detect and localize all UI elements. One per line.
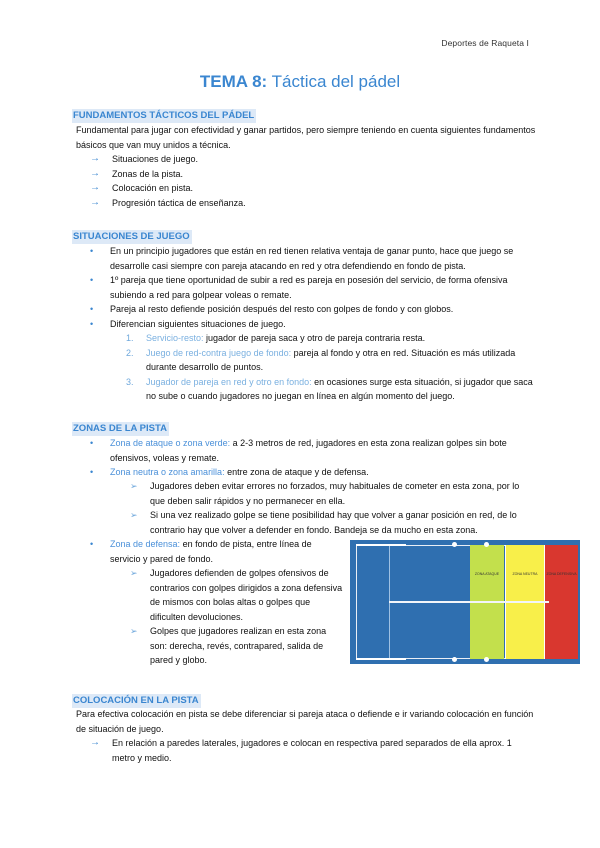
list-item: 1. Servicio-resto: jugador de pareja saca y otro de pareja contraria resta. [126, 333, 426, 343]
padel-court-diagram [350, 540, 580, 664]
zonas-list [90, 436, 530, 480]
sub-arrow-icon: ➢ [130, 481, 138, 491]
title-prefix: TEMA 8: [199, 72, 268, 91]
court-marking [356, 544, 406, 546]
arrow-icon: → [90, 182, 100, 193]
fundamentos-list [90, 152, 530, 210]
list-item: • 1º pareja que tiene oportunidad de subir a red es pareja en posesión del servicio, de forma ofensiva subiendo a red para golpear voleas o remate. [90, 275, 508, 300]
section-heading-fundamentos: FUNDAMENTOS TÁCTICOS DEL PÁDEL [73, 110, 255, 121]
section-heading-zonas: ZONAS DE LA PISTA [73, 423, 167, 434]
bullet-icon: • [90, 438, 94, 448]
arrow-icon: → [90, 167, 100, 179]
sub-arrow-icon: ➢ [130, 568, 138, 578]
list-item: ➢ Golpes que jugadores realizan en esta zona son: derecha, revés, contrapared, salida de pared y globo. [130, 626, 327, 665]
bullet-icon: • [90, 467, 94, 477]
list-item: → Progresión táctica de enseñanza. [90, 196, 530, 211]
list-item: • Diferencian siguientes situaciones de juego. [90, 317, 530, 332]
arrow-icon: → [90, 196, 100, 208]
list-item: • Zona neutra o zona amarilla: entre zona de ataque y de defensa. [90, 465, 530, 480]
zone-attack: ZONA ATAQUE [470, 545, 504, 659]
list-item: • En un principio jugadores que están en red tienen relativa ventaja de ganar punto, hace que juego se desarrolle casi siempre con pareja atacando en red y otra defendiendo en fondo de pista. [90, 246, 514, 271]
center-line [389, 601, 549, 603]
list-item: • Zona de defensa: en fondo de pista, entre línea de servicio y pared de fondo. [90, 539, 312, 564]
zone-defense: ZONA DEFENSIVA [545, 545, 578, 659]
zona-defensa-list [90, 537, 340, 566]
bullet-icon: • [90, 539, 94, 549]
sub-arrow-icon: ➢ [130, 510, 138, 520]
zona-neutra-sublist [130, 479, 530, 537]
list-item: • Zona de ataque o zona verde: a 2-3 metros de red, jugadores en esta zona realizan golpes sin bote ofensivos, voleas y remate. [90, 438, 507, 463]
sub-arrow-icon: ➢ [130, 626, 138, 636]
arrow-icon: → [90, 153, 100, 164]
list-item: → En relación a paredes laterales, jugadores e colocan en respectiva pared separados de ella aprox. 1 metro y medio. [90, 737, 512, 763]
bullet-icon: • [90, 318, 94, 329]
colocacion-list [90, 736, 530, 765]
document-header: Deportes de Raqueta I [441, 38, 529, 48]
section-heading-colocacion: COLOCACIÓN EN LA PISTA [73, 695, 199, 706]
court-marking [356, 658, 406, 660]
situaciones-list [90, 244, 530, 331]
list-item: • Pareja al resto defiende posición después del resto con golpes de fondo y con globos. [90, 302, 530, 317]
list-item: → Situaciones de juego. [90, 152, 530, 167]
list-item: → Zonas de la pista. [90, 167, 530, 182]
page-title [0, 72, 600, 92]
arrow-icon: → [90, 737, 100, 748]
net-post-icon [484, 542, 489, 547]
zone-neutral: ZONA NEUTRA [505, 545, 545, 659]
list-item: ➢ Jugadores deben evitar errores no forzados, muy habituales de cometer en esta zona, por lo que deben salir rápidos y no permanecer en ella. [130, 481, 520, 506]
list-item: ➢ Si una vez realizado golpe se tiene posibilidad hay que volver a ganar posición en red, de lo contrario hay que volver a defender en fondo. Bandeja se da mucho en esta zona. [130, 510, 517, 535]
list-item: 2. Juego de red-contra juego de fondo: pareja al fondo y otra en red. Situación es más utilizada durante desarrollo de puntos. [126, 347, 516, 372]
net-post-icon [452, 542, 457, 547]
net-post-icon [484, 657, 489, 662]
bullet-icon: • [90, 246, 94, 256]
bullet-icon: • [90, 275, 94, 285]
bullet-icon: • [90, 304, 94, 314]
list-item: ➢ Jugadores defienden de golpes ofensivos de contrarios con golpes dirigidos a zona defensiva de mismos con bolas altas o golpes que dificulten devoluciones. [130, 568, 343, 622]
zona-defensa-sublist [130, 566, 345, 668]
section-heading-situaciones: SITUACIONES DE JUEGO [73, 231, 190, 242]
net-post-icon [452, 657, 457, 662]
title-text: Táctica del pádel [267, 72, 401, 91]
list-item: 3. Jugador de pareja en red y otro en fondo: en ocasiones surge esta situación, si jugador que saca no sube o cuando jugadores no juegan en línea en algún momento del juego. [126, 376, 533, 401]
situaciones-numbered-list [126, 331, 536, 404]
list-item: → Colocación en pista. [90, 181, 530, 196]
colocacion-intro: Para efectiva colocación en pista se debe diferenciar si pareja ataca o defiende e ir variando colocación en función de situación de juego. [76, 709, 534, 734]
fundamentos-intro: Fundamental para jugar con efectividad y ganar partidos, pero siempre teniendo en cuenta siguientes fundamentos básicos que van muy unidos a técnica. [76, 125, 536, 150]
